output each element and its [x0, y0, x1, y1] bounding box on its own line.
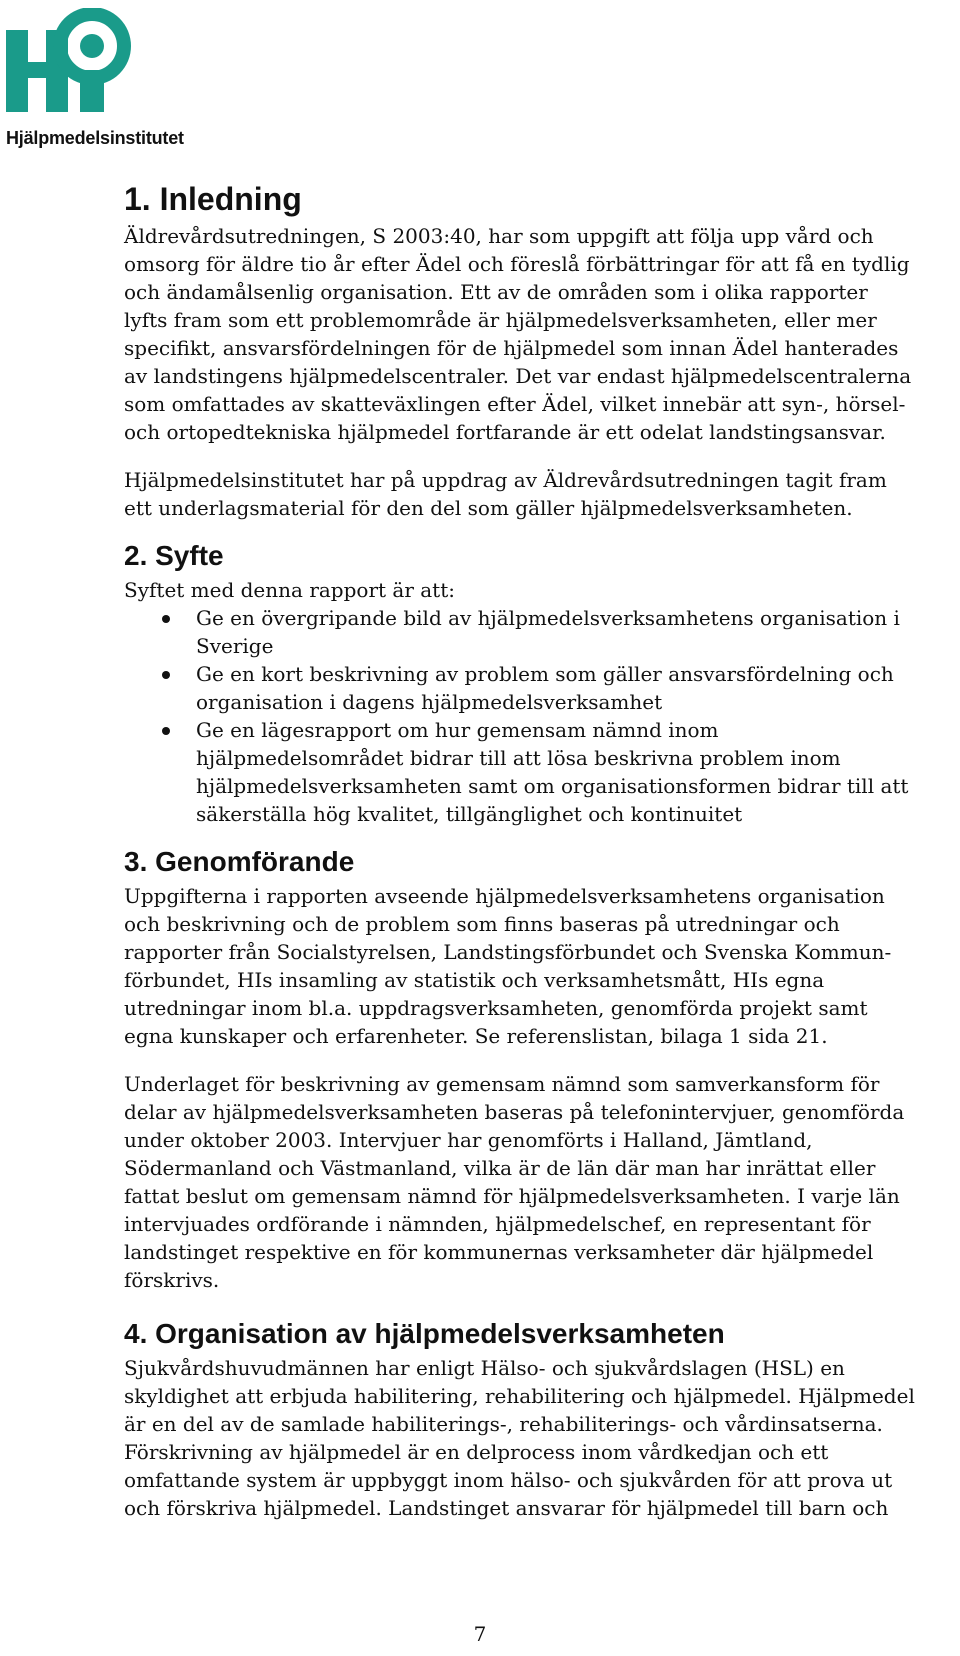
paragraph — [124, 222, 960, 446]
section-heading: 2. Syfte — [124, 540, 224, 571]
text-line: förskrivs. — [124, 1268, 220, 1292]
text-line: Ge en övergripande bild av hjälpmedelsverksamhetens organisation i — [196, 606, 900, 630]
text-line: skyldighet att erbjuda habilitering, rehabilitering och hjälpmedel. Hjälpmedel — [124, 1384, 915, 1408]
bullet-icon — [162, 615, 170, 623]
text-line: lyfts fram som ett problemområde är hjälpmedelsverksamheten, eller mer — [124, 308, 877, 332]
bullet-icon — [162, 727, 170, 735]
text-line: och ändamålsenlig organisation. Ett av de områden som i olika rapporter — [124, 280, 868, 304]
text-line: Sverige — [196, 634, 274, 658]
text-line: omsorg för äldre tio år efter Ädel och föreslå förbättringar för att få en tydlig — [124, 252, 910, 276]
section-heading: 3. Genomförande — [124, 846, 355, 877]
text-line: fattat beslut om gemensam nämnd för hjälpmedelsverksamheten. I varje län — [124, 1184, 900, 1208]
text-line: hjälpmedelsområdet bidrar till att lösa beskrivna problem inom — [196, 746, 841, 770]
text-line: egna kunskaper och erfarenheter. Se referenslistan, bilaga 1 sida 21. — [124, 1024, 828, 1048]
section-heading: 4. Organisation av hjälpmedelsverksamheten — [124, 1318, 725, 1349]
paragraph — [124, 1354, 960, 1522]
text-line: förbundet, HIs insamling av statistik och verksamhetsmått, HIs egna — [124, 968, 825, 992]
text-line: omfattande system är uppbyggt inom hälso- och sjukvården för att prova ut — [124, 1468, 893, 1492]
hi-logo-mark — [6, 8, 136, 124]
text-line: av landstingens hjälpmedelscentraler. Det var endast hjälpmedelscentralerna — [124, 364, 912, 388]
text-line: landstinget respektive en för kommunernas verksamheter där hjälpmedel — [124, 1240, 874, 1264]
text-line: Sjukvårdshuvudmännen har enligt Hälso- och sjukvårdslagen (HSL) en — [124, 1356, 845, 1380]
section-syfte — [124, 536, 960, 828]
paragraph — [124, 1070, 960, 1294]
text-line: under oktober 2003. Intervjuer har genomförts i Halland, Jämtland, — [124, 1128, 813, 1152]
text-line: utredningar inom bl.a. uppdragsverksamheten, genomförda projekt samt — [124, 996, 868, 1020]
list-item — [124, 660, 960, 716]
text-line: Underlaget för beskrivning av gemensam nämnd som samverkansform för — [124, 1072, 880, 1096]
text-line: delar av hjälpmedelsverksamheten baseras på telefonintervjuer, genomförda — [124, 1100, 905, 1124]
section-organisation — [124, 1314, 960, 1522]
list-item — [124, 604, 960, 660]
text-line: ett underlagsmaterial för den del som gäller hjälpmedelsverksamheten. — [124, 496, 853, 520]
bullet-icon — [162, 671, 170, 679]
text-line: Södermanland och Västmanland, vilka är de län där man har inrättat eller — [124, 1156, 876, 1180]
logo-wordmark: Hjälpmedelsinstitutet — [6, 128, 184, 148]
text-line: Uppgifterna i rapporten avseende hjälpmedelsverksamhetens organisation — [124, 884, 885, 908]
text-line: och förskriva hjälpmedel. Landstinget ansvarar för hjälpmedel till barn och — [124, 1496, 889, 1520]
page-number: 7 — [473, 1622, 487, 1646]
text-line: och beskrivning och de problem som finns baseras på utredningar och — [124, 912, 840, 936]
text-line: Äldrevårdsutredningen, S 2003:40, har som uppgift att följa upp vård och — [124, 224, 874, 248]
text-line: Ge en lägesrapport om hur gemensam nämnd inom — [196, 718, 719, 742]
section-genomforande — [124, 842, 960, 1294]
list-item — [124, 716, 960, 828]
text-line: Ge en kort beskrivning av problem som gäller ansvarsfördelning och — [196, 662, 894, 686]
text-line: Förskrivning av hjälpmedel är en delprocess inom vårdkedjan och ett — [124, 1440, 829, 1464]
paragraph — [124, 576, 960, 604]
section-inledning — [124, 176, 960, 522]
text-line: Syftet med denna rapport är att: — [124, 578, 455, 602]
text-line: Hjälpmedelsinstitutet har på uppdrag av Äldrevårdsutredningen tagit fram — [124, 468, 887, 492]
paragraph — [124, 466, 960, 522]
bullet-list — [124, 604, 960, 828]
text-line: är en del av de samlade habiliterings-, rehabiliterings- och vårdinsatserna. — [124, 1412, 883, 1436]
text-line: rapporter från Socialstyrelsen, Landstingsförbundet och Svenska Kommun- — [124, 940, 892, 964]
text-line: organisation i dagens hjälpmedelsverksamhet — [196, 690, 663, 714]
document-body — [124, 176, 960, 1522]
text-line: hjälpmedelsverksamheten samt om organisationsformen bidrar till att — [196, 774, 909, 798]
text-line: säkerställa hög kvalitet, tillgänglighet och kontinuitet — [196, 802, 743, 826]
text-line: intervjuades ordförande i nämnden, hjälpmedelschef, en representant för — [124, 1212, 871, 1236]
hjalpmedelsinstitutet-logo — [6, 8, 202, 148]
text-line: och ortopedtekniska hjälpmedel fortfarande är ett odelat landstingsansvar. — [124, 420, 886, 444]
text-line: som omfattades av skatteväxlingen efter Ädel, vilket innebär att syn-, hörsel- — [124, 392, 906, 416]
text-line: specifikt, ansvarsfördelningen för de hjälpmedel som innan Ädel hanterades — [124, 336, 899, 360]
paragraph — [124, 882, 960, 1050]
section-heading: 1. Inledning — [124, 181, 302, 217]
